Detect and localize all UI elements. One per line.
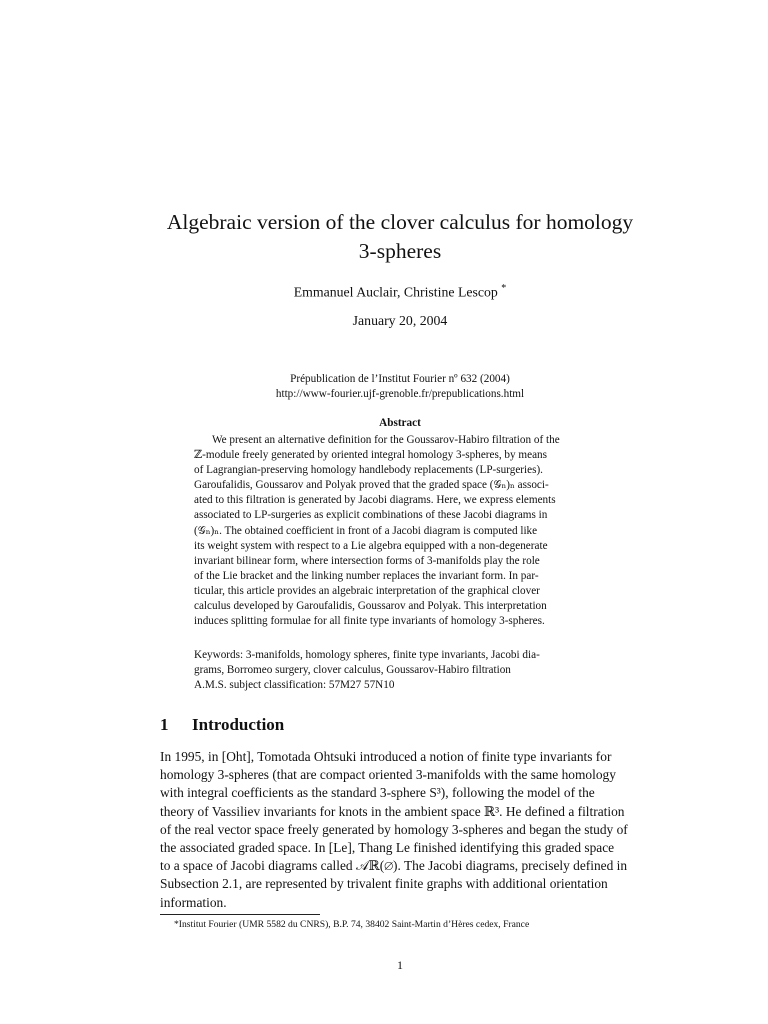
prepublication-line: Prépublication de l’Institut Fourier nº 632 (2004): [290, 373, 510, 385]
abstract-line: of the Lie bracket and the linking number replaces the invariant form. In par-: [194, 569, 539, 582]
abstract-line: Garoufalidis, Goussarov and Polyak proved that the graded space (𝒢ₙ)ₙ associ-: [194, 479, 549, 492]
intro-line: with integral coefficients as the standard 3-sphere S³), following the model of the: [160, 785, 595, 801]
intro-line: In 1995, in [Oht], Tomotada Ohtsuki introduced a notion of finite type invariants for: [160, 749, 612, 764]
abstract-line: calculus developed by Garoufalidis, Goussarov and Polyak. This interpretation: [194, 600, 547, 613]
author-list: [120, 280, 680, 302]
section-number: 1: [160, 715, 169, 734]
paper-date: January 20, 2004: [352, 313, 448, 328]
intro-line: Subsection 2.1, are represented by trivalent finite graphs with additional orientation: [160, 876, 608, 892]
section-title: Introduction: [192, 715, 285, 734]
footnote-mark: *: [501, 283, 507, 294]
abstract-line: its weight system with respect to a Lie algebra equipped with a non-degenerate: [194, 539, 548, 552]
abstract-line: ticular, this article provides an algebraic interpretation of the graphical clover: [194, 584, 540, 597]
abstract-line: invariant bilinear form, where intersection forms of 3-manifolds play the role: [194, 554, 540, 567]
section-heading: [160, 714, 284, 736]
keywords-line: grams, Borromeo surgery, clover calculus, Goussarov-Habiro filtration: [194, 664, 511, 677]
page-number: 1: [397, 958, 403, 972]
author-names: Emmanuel Auclair, Christine Lescop: [293, 284, 498, 300]
abstract-line: (𝒢ₙ)ₙ. The obtained coefficient in front of a Jacobi diagram is computed like: [194, 524, 538, 537]
intro-line: theory of Vassiliev invariants for knots in the ambient space ℝ³. He defined a filtration: [160, 803, 625, 819]
keywords-line: Keywords: 3-manifolds, homology spheres, finite type invariants, Jacobi dia-: [194, 649, 540, 661]
footnote-rule: [160, 914, 320, 915]
abstract-line: We present an alternative definition for the Goussarov-Habiro filtration of the: [212, 434, 560, 446]
intro-line: homology 3-spheres (that are compact oriented 3-manifolds with the same homology: [160, 767, 616, 783]
introduction-paragraph: [160, 748, 638, 912]
keywords-block: [194, 648, 604, 693]
title-line: Algebraic version of the clover calculus for homology: [166, 210, 634, 234]
abstract-line: of Lagrangian-preserving homology handlebody replacements (LP-surgeries).: [194, 464, 543, 477]
abstract-line: induces splitting formulae for all finite type invariants of homology 3-spheres.: [194, 615, 545, 628]
abstract-heading: Abstract: [379, 417, 421, 429]
title-line: 3-spheres: [358, 239, 442, 263]
intro-line: of the real vector space freely generated by homology 3-spheres and began the study of: [160, 821, 628, 837]
prepublication-info: [120, 372, 680, 402]
abstract-line: ℤ-module freely generated by oriented integral homology 3-spheres, by means: [194, 449, 548, 462]
intro-line: to a space of Jacobi diagrams called 𝒜ℝ(∅). The Jacobi diagrams, precisely defined in: [160, 858, 628, 874]
prepublication-url: http://www-fourier.ujf-grenoble.fr/prepublications.html: [275, 388, 525, 400]
abstract-line: associated to LP-surgeries as explicit combinations of these Jacobi diagrams in: [194, 509, 548, 522]
abstract-line: ated to this filtration is generated by Jacobi diagrams. Here, we express elements: [194, 494, 556, 507]
intro-line: information.: [160, 894, 227, 910]
intro-line: the associated graded space. In [Le], Thang Le finished identifying this graded space: [160, 840, 615, 856]
footnote: *Institut Fourier (UMR 5582 du CNRS), B.P. 74, 38402 Saint-Martin d’Hères cedex, France: [174, 919, 530, 930]
subject-classification: A.M.S. subject classification: 57M27 57N10: [194, 679, 395, 692]
paper-title: [120, 208, 680, 266]
abstract-body: [194, 433, 604, 629]
